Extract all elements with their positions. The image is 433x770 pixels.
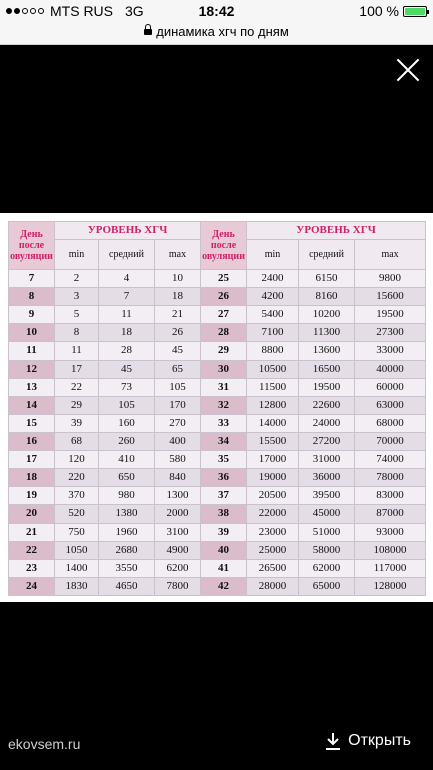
mid-cell: 22600 [299, 396, 355, 414]
day-cell: 14 [9, 396, 55, 414]
min-cell: 10500 [247, 360, 299, 378]
min-cell: 39 [55, 414, 99, 432]
max-cell: 170 [155, 396, 201, 414]
mid-cell: 2680 [99, 541, 155, 559]
max-cell: 10 [155, 270, 201, 288]
day-cell: 7 [9, 270, 55, 288]
min-cell: 750 [55, 523, 99, 541]
mid-cell: 24000 [299, 414, 355, 432]
table-row [9, 541, 426, 559]
min-cell: 15500 [247, 432, 299, 450]
max-cell: 7800 [155, 577, 201, 595]
day-cell: 16 [9, 432, 55, 450]
mid-cell: 105 [99, 396, 155, 414]
image-preview [0, 213, 433, 602]
battery-info [359, 3, 427, 19]
day-cell: 21 [9, 523, 55, 541]
battery-icon [403, 6, 427, 17]
min-cell: 28000 [247, 577, 299, 595]
level-header-right: УРОВЕНЬ ХГЧ [247, 222, 426, 240]
table-row [9, 396, 426, 414]
mid-cell: 980 [99, 487, 155, 505]
day-cell: 34 [201, 432, 247, 450]
min-cell: 26500 [247, 559, 299, 577]
table-row [9, 559, 426, 577]
mid-cell: 4 [99, 270, 155, 288]
day-cell: 12 [9, 360, 55, 378]
table-row [9, 306, 426, 324]
max-cell: 15600 [355, 288, 426, 306]
min-cell: 12800 [247, 396, 299, 414]
table-row [9, 288, 426, 306]
day-cell: 25 [201, 270, 247, 288]
min-cell: 5400 [247, 306, 299, 324]
day-cell: 42 [201, 577, 247, 595]
mid-cell: 73 [99, 378, 155, 396]
max-cell: 21 [155, 306, 201, 324]
mid-cell: 10200 [299, 306, 355, 324]
max-cell: 19500 [355, 306, 426, 324]
max-cell: 83000 [355, 487, 426, 505]
day-cell: 13 [9, 378, 55, 396]
mid-cell: 160 [99, 414, 155, 432]
mid-cell: 650 [99, 469, 155, 487]
day-cell: 11 [9, 342, 55, 360]
min-cell: 1400 [55, 559, 99, 577]
day-cell: 37 [201, 487, 247, 505]
max-cell: 2000 [155, 505, 201, 523]
min-cell: 29 [55, 396, 99, 414]
max-cell: 87000 [355, 505, 426, 523]
min-cell: 25000 [247, 541, 299, 559]
day-header-left: День после овуляции [9, 222, 55, 270]
min-cell: 1830 [55, 577, 99, 595]
table-row [9, 469, 426, 487]
day-cell: 9 [9, 306, 55, 324]
max-cell: 3100 [155, 523, 201, 541]
min-cell: 2400 [247, 270, 299, 288]
max-cell: 4900 [155, 541, 201, 559]
mid-cell: 13600 [299, 342, 355, 360]
min-cell: 7100 [247, 324, 299, 342]
max-cell: 93000 [355, 523, 426, 541]
min-cell: 120 [55, 451, 99, 469]
min-cell: 220 [55, 469, 99, 487]
source-domain: ekovsem.ru [8, 736, 81, 752]
table-row [9, 270, 426, 288]
mid-cell: 7 [99, 288, 155, 306]
day-cell: 35 [201, 451, 247, 469]
max-cell: 74000 [355, 451, 426, 469]
mid-cell: 27200 [299, 432, 355, 450]
min-cell: 68 [55, 432, 99, 450]
min-cell: 11 [55, 342, 99, 360]
table-row [9, 577, 426, 595]
table-row [9, 342, 426, 360]
min-cell: 1050 [55, 541, 99, 559]
table-row [9, 414, 426, 432]
max-cell: 68000 [355, 414, 426, 432]
day-cell: 28 [201, 324, 247, 342]
clock: 18:42 [198, 3, 235, 19]
status-bar [0, 0, 433, 22]
table-row [9, 523, 426, 541]
day-cell: 29 [201, 342, 247, 360]
mid-cell: 260 [99, 432, 155, 450]
network-type: 3G [125, 3, 144, 19]
table-row [9, 487, 426, 505]
max-cell: 580 [155, 451, 201, 469]
mid-cell: 1380 [99, 505, 155, 523]
day-cell: 24 [9, 577, 55, 595]
mid-header: средний [99, 240, 155, 270]
max-cell: 105 [155, 378, 201, 396]
day-cell: 38 [201, 505, 247, 523]
table-row [9, 505, 426, 523]
battery-percent: 100 % [359, 3, 399, 19]
day-cell: 8 [9, 288, 55, 306]
max-cell: 108000 [355, 541, 426, 559]
max-cell: 1300 [155, 487, 201, 505]
mid-cell: 8160 [299, 288, 355, 306]
min-cell: 8800 [247, 342, 299, 360]
mid-cell: 18 [99, 324, 155, 342]
url-bar[interactable] [0, 22, 433, 45]
mid-cell: 45 [99, 360, 155, 378]
max-cell: 78000 [355, 469, 426, 487]
min-header: min [247, 240, 299, 270]
min-cell: 17 [55, 360, 99, 378]
mid-header: средний [299, 240, 355, 270]
max-cell: 70000 [355, 432, 426, 450]
min-cell: 20500 [247, 487, 299, 505]
day-cell: 40 [201, 541, 247, 559]
max-cell: 40000 [355, 360, 426, 378]
min-cell: 4200 [247, 288, 299, 306]
max-cell: 26 [155, 324, 201, 342]
max-cell: 270 [155, 414, 201, 432]
max-cell: 60000 [355, 378, 426, 396]
carrier-name: MTS RUS [50, 3, 113, 19]
table-row [9, 432, 426, 450]
table-row [9, 451, 426, 469]
max-cell: 840 [155, 469, 201, 487]
max-cell: 27300 [355, 324, 426, 342]
download-icon [326, 732, 340, 750]
day-cell: 39 [201, 523, 247, 541]
min-cell: 5 [55, 306, 99, 324]
mid-cell: 28 [99, 342, 155, 360]
max-cell: 6200 [155, 559, 201, 577]
page-title: динамика хгч по дням [156, 24, 289, 39]
min-cell: 11500 [247, 378, 299, 396]
day-cell: 33 [201, 414, 247, 432]
min-cell: 23000 [247, 523, 299, 541]
day-cell: 41 [201, 559, 247, 577]
day-cell: 26 [201, 288, 247, 306]
day-cell: 23 [9, 559, 55, 577]
min-cell: 17000 [247, 451, 299, 469]
mid-cell: 51000 [299, 523, 355, 541]
max-cell: 65 [155, 360, 201, 378]
mid-cell: 36000 [299, 469, 355, 487]
mid-cell: 4650 [99, 577, 155, 595]
min-cell: 520 [55, 505, 99, 523]
mid-cell: 11300 [299, 324, 355, 342]
hcg-table [8, 221, 426, 596]
max-header: max [155, 240, 201, 270]
day-cell: 18 [9, 469, 55, 487]
min-cell: 22 [55, 378, 99, 396]
day-cell: 10 [9, 324, 55, 342]
max-cell: 33000 [355, 342, 426, 360]
max-cell: 9800 [355, 270, 426, 288]
day-cell: 20 [9, 505, 55, 523]
min-header: min [55, 240, 99, 270]
bottom-bar [0, 720, 433, 770]
mid-cell: 1960 [99, 523, 155, 541]
max-cell: 128000 [355, 577, 426, 595]
table-row [9, 378, 426, 396]
mid-cell: 16500 [299, 360, 355, 378]
open-label: Открыть [348, 732, 411, 749]
mid-cell: 65000 [299, 577, 355, 595]
mid-cell: 31000 [299, 451, 355, 469]
min-cell: 370 [55, 487, 99, 505]
level-header-left: УРОВЕНЬ ХГЧ [55, 222, 201, 240]
mid-cell: 6150 [299, 270, 355, 288]
mid-cell: 19500 [299, 378, 355, 396]
day-cell: 30 [201, 360, 247, 378]
day-cell: 27 [201, 306, 247, 324]
day-cell: 22 [9, 541, 55, 559]
max-cell: 45 [155, 342, 201, 360]
mid-cell: 3550 [99, 559, 155, 577]
mid-cell: 62000 [299, 559, 355, 577]
day-cell: 19 [9, 487, 55, 505]
day-cell: 36 [201, 469, 247, 487]
close-icon[interactable] [393, 55, 423, 85]
table-row [9, 324, 426, 342]
max-cell: 400 [155, 432, 201, 450]
mid-cell: 410 [99, 451, 155, 469]
day-cell: 17 [9, 451, 55, 469]
day-cell: 15 [9, 414, 55, 432]
mid-cell: 39500 [299, 487, 355, 505]
day-header-right: День после овуляции [201, 222, 247, 270]
day-cell: 32 [201, 396, 247, 414]
min-cell: 3 [55, 288, 99, 306]
mid-cell: 45000 [299, 505, 355, 523]
open-button[interactable] [326, 732, 411, 750]
lock-icon [144, 29, 152, 35]
max-cell: 63000 [355, 396, 426, 414]
table-row [9, 360, 426, 378]
mid-cell: 11 [99, 306, 155, 324]
hcg-table-image [8, 221, 425, 596]
min-cell: 2 [55, 270, 99, 288]
min-cell: 8 [55, 324, 99, 342]
min-cell: 14000 [247, 414, 299, 432]
day-cell: 31 [201, 378, 247, 396]
max-cell: 18 [155, 288, 201, 306]
max-cell: 117000 [355, 559, 426, 577]
min-cell: 22000 [247, 505, 299, 523]
min-cell: 19000 [247, 469, 299, 487]
max-header: max [355, 240, 426, 270]
mid-cell: 58000 [299, 541, 355, 559]
